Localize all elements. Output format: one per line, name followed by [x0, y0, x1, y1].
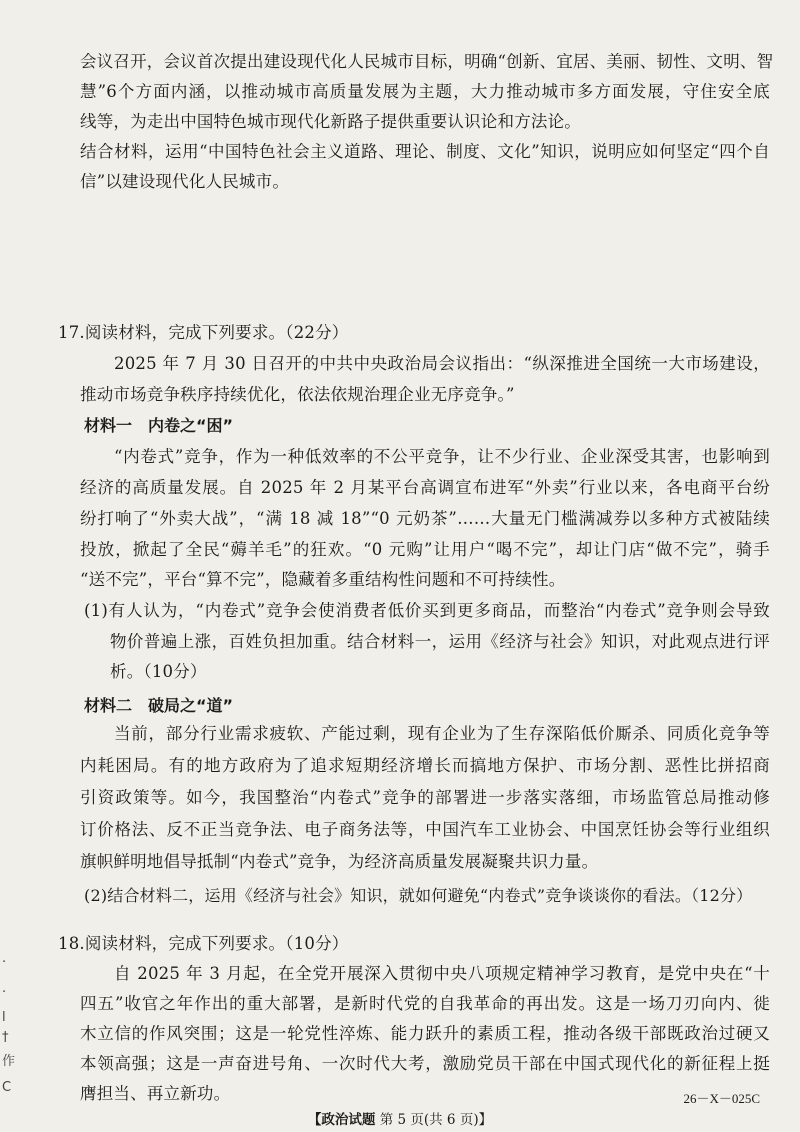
intro-line: 会议召开，会议首次提出建设现代化人民城市目标，明确“创新、宜居、美丽、韧性、文明、智	[80, 52, 774, 71]
material2-line: 旗帜鲜明地倡导抵制“内卷式”竞争，为经济高质量发展凝聚共识力量。	[80, 852, 599, 871]
q18-line: 本领高强；这是一声奋进号角、一次时代大考，激励党员干部在中国式现代化的新征程上挺	[80, 1054, 770, 1073]
intro-question-line: 信”以建设现代化人民城市。	[80, 172, 290, 191]
edge-mark: ·	[2, 955, 7, 970]
q17-intro-line: 推动市场竞争秩序持续优化，依法依规治理企业无序竞争。”	[80, 385, 515, 404]
edge-mark: C	[2, 1080, 12, 1095]
q18-line: 四五”收官之年作出的重大部署，是新时代党的自我革命的再出发。这是一场刀刃向内、徙	[80, 994, 770, 1013]
material1-line: “送不完”，平台“算不完”，隐藏着多重结构性问题和不可持续性。	[80, 570, 566, 589]
material1-line: “内卷式”竞争，作为一种低效率的不公平竞争，让不少行业、企业深受其害，也影响到	[114, 447, 770, 466]
intro-question-line: 结合材料，运用“中国特色社会主义道路、理论、制度、文化”知识，说明应如何坚定“四个自	[80, 142, 770, 161]
sub1-line: (1)有人认为，“内卷式”竞争会使消费者低价买到更多商品，而整治“内卷式”竞争则会导致	[84, 601, 770, 620]
intro-line: 慧”6个方面内涵，以推动城市高质量发展为主题，大力推动城市多方面发展，守住安全底	[80, 82, 770, 101]
material2-line: 引资政策等。如今，我国整治“内卷式”竞争的部署进一步落实落细，市场监管总局推动修	[80, 788, 770, 807]
edge-mark: l	[2, 1010, 6, 1025]
material2-line: 当前，部分行业需求疲软、产能过剩，现有企业为了生存深陷低价厮杀、同质化竞争等	[114, 724, 770, 743]
material2-line: 内耗困局。有的地方政府为了追求短期经济增长而搞地方保护、市场分割、恶性比拼招商	[80, 756, 770, 775]
edge-mark: †	[2, 1030, 9, 1045]
material1-line: 纷打响了“外卖大战”，“满 18 减 18”“0 元奶茶”……大量无门槛满减券以多种方式被陆续	[80, 509, 770, 528]
sub1-line: 析。（10分）	[110, 662, 207, 681]
q18-line: 膺担当、再立新功。	[80, 1084, 231, 1103]
sub1-line: 物价普遍上涨，百姓负担加重。结合材料一，运用《经济与社会》知识，对此观点进行评	[110, 632, 770, 651]
footer-subject: 【政治试题	[307, 1112, 376, 1128]
q18-line: 自 2025 年 3 月起，在全党开展深入贯彻中央八项规定精神学习教育，是党中央在“十	[114, 964, 770, 983]
q18-header: 18.阅读材料，完成下列要求。（10分）	[58, 934, 349, 953]
q17-header: 17.阅读材料，完成下列要求。（22分）	[58, 323, 349, 342]
material1-line: 经济的高质量发展。自 2025 年 2 月某平台高调宣布进军“外卖”行业以来，各电商平台纷	[80, 478, 770, 497]
page-footer	[0, 1108, 800, 1128]
sub2-question: (2)结合材料二，运用《经济与社会》知识，就如何避免“内卷式”竞争谈谈你的看法。（12分）	[84, 886, 753, 905]
material1-title: 材料一 内卷之“困”	[84, 416, 234, 435]
footer-page: 第 5 页(共 6 页)】	[379, 1112, 493, 1128]
material2-line: 订价格法、反不正当竞争法、电子商务法等，中国汽车工业协会、中国烹饪协会等行业组织	[80, 820, 770, 839]
edge-mark: ·	[2, 985, 7, 1000]
q17-intro-line: 2025 年 7 月 30 日召开的中共中央政治局会议指出：“纵深推进全国统一大市场建设，	[114, 354, 770, 373]
material1-line: 投放，掀起了全民“薅羊毛”的狂欢。“0 元购”让用户“喝不完”，却让门店“做不完”，骑手	[80, 540, 770, 559]
edge-mark: 作	[2, 1054, 16, 1069]
intro-line: 线等，为走出中国特色城市现代化新路子提供重要认识论和方法论。	[80, 112, 581, 131]
q18-line: 木立信的作风突围；这是一轮党性淬炼、能力跃升的素质工程，推动各级干部既政治过硬又	[80, 1024, 770, 1043]
material2-title: 材料二 破局之“道”	[84, 696, 234, 715]
paper-code: 26－X－025C	[683, 1091, 760, 1106]
